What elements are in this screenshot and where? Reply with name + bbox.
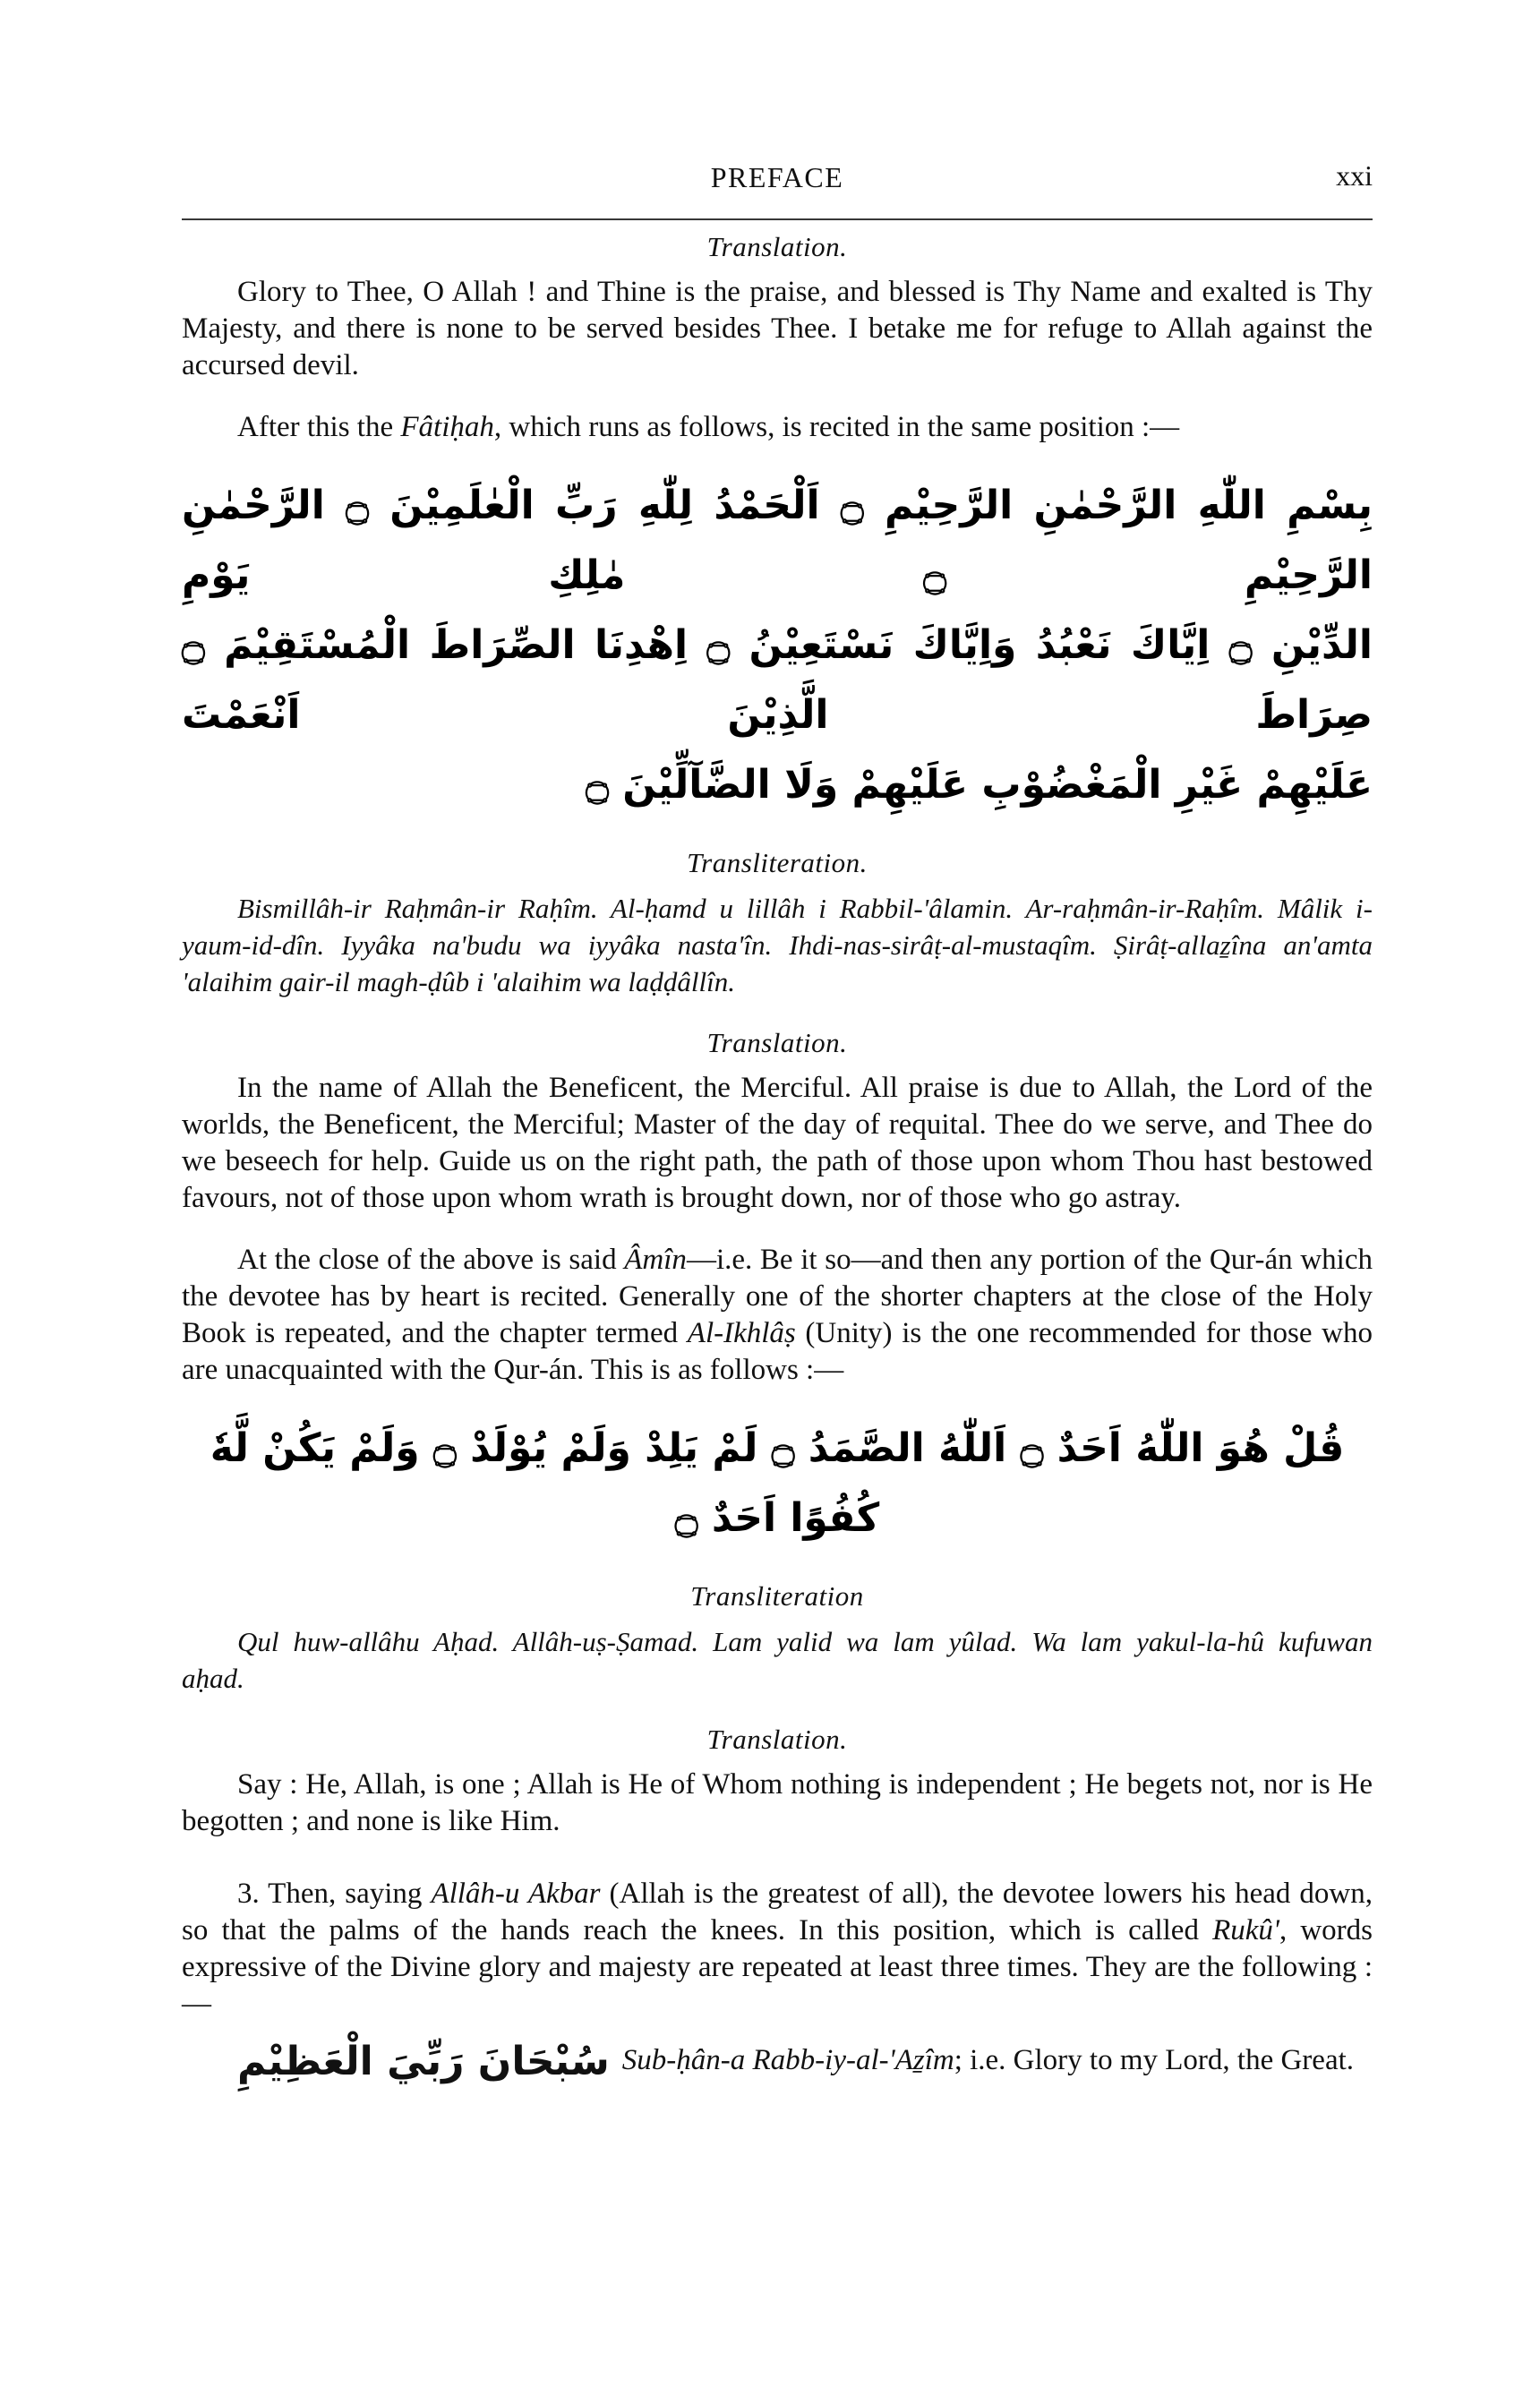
ikhlas-intro [182, 1242, 1373, 1389]
italic-term: Allâh-u Akbar [431, 1878, 601, 1910]
ikhlas-translation [182, 1722, 1373, 1840]
paragraph: Say : He, Allah, is one ; Allah is He of Whom nothing is independent ; He begets not, nor is He begotten ; and none is like Him. [182, 1768, 1373, 1837]
running-head: PREFACE [710, 161, 844, 193]
page-header [182, 159, 1373, 199]
text-run: At the close of the above is said [237, 1244, 625, 1276]
italic-term: Rukû' [1212, 1914, 1279, 1946]
text-run: —i.e. Be it so—and then any portion of the Qur-án which the devotee has by heart is recited. Generally one of the shorter chapters at the close of the Holy Book is repeated, and the chapter termed [182, 1244, 1373, 1349]
arabic-line: قُلْ هُوَ اللّٰهُ اَحَدٌ ۝ اَللّٰهُ الصَّمَدُ ۝ لَمْ يَلِدْ وَلَمْ يُوْلَدْ ۝ وَلَمْ يَكُنْ لَّهٗ كُفُوًا اَحَدٌ ۝ [210, 1425, 1345, 1541]
arabic-line: عَلَيْهِمْ غَيْرِ الْمَغْضُوْبِ عَلَيْهِمْ وَلَا الضَّآلِّيْنَ ۝ [586, 762, 1373, 808]
italic-term: Al-Ikhlâṣ [687, 1317, 796, 1349]
arabic-line: بِسْمِ اللّٰهِ الرَّحْمٰنِ الرَّحِيْمِ ۝ اَلْحَمْدُ لِلّٰهِ رَبِّ الْعٰلَمِيْنَ ۝ الرَّحْمٰنِ الرَّحِيْمِ ۝ مٰلِكِ يَوْمِ [182, 483, 1373, 598]
fatiha-translation [182, 1025, 1373, 1217]
text-run: After this the [237, 411, 401, 443]
arabic-line: الدِّيْنِ ۝ اِيَّاكَ نَعْبُدُ وَاِيَّاكَ نَسْتَعِيْنُ ۝ اِهْدِنَا الصِّرَاطَ الْمُسْتَقِيْمَ ۝ صِرَاطَ الَّذِيْنَ اَنْعَمْتَ [182, 622, 1373, 738]
fatiha-transliteration [182, 845, 1373, 1000]
paragraph [182, 1876, 1373, 2023]
section-heading: Translation. [706, 1724, 848, 1755]
ikhlas-arabic [182, 1414, 1373, 1553]
header-rule [182, 218, 1373, 220]
paragraph [182, 2032, 1373, 2091]
fatiha-arabic [182, 471, 1373, 820]
paragraph [182, 1242, 1373, 1389]
text-run: 3. Then, saying [237, 1878, 432, 1910]
section-heading: Transliteration. [687, 847, 868, 878]
italic-term: Âmîn [624, 1244, 687, 1276]
page-number: xxi [1336, 159, 1373, 192]
fatiha-intro [182, 409, 1373, 446]
opening-translation [182, 229, 1373, 384]
italic-term: Fâtiḥah [400, 411, 494, 443]
ruku-utterance [182, 2032, 1373, 2091]
paragraph: In the name of Allah the Beneficent, the Merciful. All praise is due to Allah, the Lord of the worlds, the Beneficent, the Merciful; Master of the day of requital. Thee do we serve, and Thee do we beseech for help. Guide us on the right path, the path of those upon whom Thou hast bestowed favours, not of those upon whom wrath is brought down, nor of those who go astray. [182, 1072, 1373, 1214]
text-run: , words expressive of the Divine glory and majesty are repeated at least three times. They are the following :— [182, 1914, 1373, 2020]
transliteration-text: Qul huw-allâhu Aḥad. Allâh-uṣ-Ṣamad. Lam yalid wa lam yûlad. Wa lam yakul-la-hû kufuwan aḥad. [182, 1626, 1373, 1694]
transliteration-text: Sub-ḥân-a Rabb-iy-al-'Aẕîm [621, 2044, 954, 2076]
section-heading: Translation. [706, 231, 848, 262]
arabic-phrase: سُبْحَانَ رَبِّيَ الْعَظِيْمِ [237, 2039, 610, 2085]
text-run: ; i.e. Glory to my Lord, the Great. [954, 2044, 1355, 2076]
text-run: , which runs as follows, is recited in the same position :— [493, 411, 1180, 443]
text-run: (Allah is the greatest of all), the devotee lowers his head down, so that the palms of the hands reach the knees. In this position, which is called [182, 1878, 1373, 1946]
section-heading: Translation. [706, 1027, 848, 1058]
text-run: (Unity) is the one recommended for those who are unacquainted with the Qur-án. This is as follows :— [182, 1317, 1373, 1386]
paragraph: Glory to Thee, O Allah ! and Thine is the praise, and blessed is Thy Name and exalted is Thy Majesty, and there is none to be served besides Thee. I betake me for refuge to Allah against the accursed devil. [182, 276, 1373, 381]
ruku-paragraph [182, 1876, 1373, 2023]
ikhlas-transliteration [182, 1578, 1373, 1697]
book-page [182, 0, 1373, 2198]
transliteration-text: Bismillâh-ir Raḥmân-ir Raḥîm. Al-ḥamd u lillâh i Rabbil-'âlamin. Ar-raḥmân-ir-Raḥîm. Mâlik i-yaum-id-dîn. Iyyâka na'budu wa iyyâka nasta'în. Ihdi-nas-sirâṭ-al-mustaqîm. Ṣirâṭ-allaẕîna an'amta 'alaihim gair-il magh-ḍûb i 'alaihim wa laḍḍâllîn. [182, 893, 1373, 997]
paragraph [182, 409, 1373, 446]
section-heading: Transliteration [690, 1580, 864, 1612]
